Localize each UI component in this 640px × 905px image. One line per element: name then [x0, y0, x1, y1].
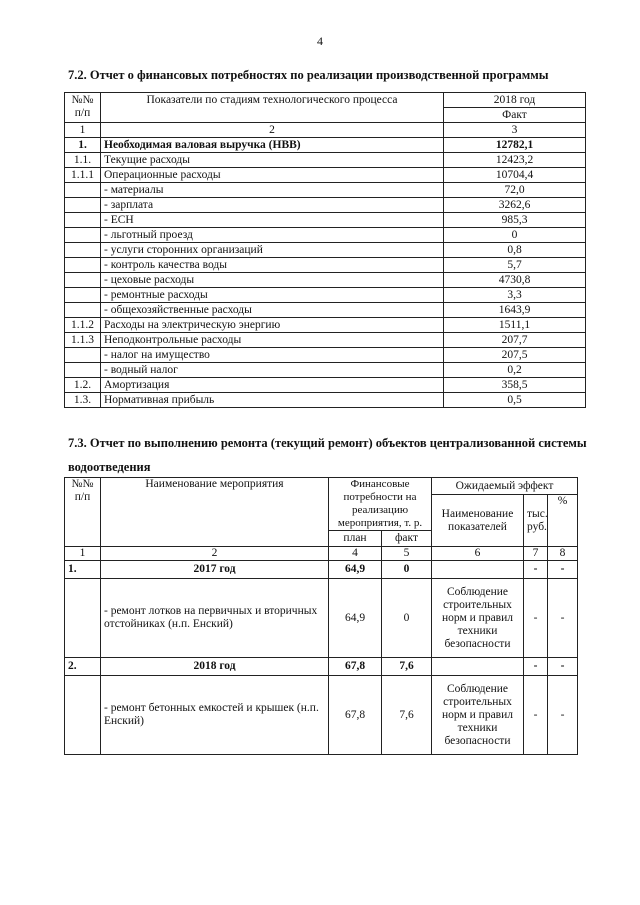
row-thousand: -: [524, 579, 548, 658]
row-value: 1643,9: [444, 303, 586, 318]
table-row: [65, 288, 586, 303]
table-row: [65, 303, 586, 318]
repair-report-table: [64, 477, 578, 755]
row-fact: 7,6: [382, 676, 432, 755]
row-number: 1.1.1: [65, 168, 101, 183]
row-indicator: - материалы: [101, 183, 444, 198]
row-value: 358,5: [444, 378, 586, 393]
row-number: [65, 348, 101, 363]
row-indicator: - зарплата: [101, 198, 444, 213]
row-value: 12782,1: [444, 138, 586, 153]
table-row: [65, 378, 586, 393]
row-number: [65, 303, 101, 318]
row-number: [65, 288, 101, 303]
row-fact: 0: [382, 579, 432, 658]
row-effect-empty: [432, 561, 524, 579]
row-number: 1.1.2: [65, 318, 101, 333]
row-indicator: - цеховые расходы: [101, 273, 444, 288]
table-row: [65, 393, 586, 408]
row-number: [65, 579, 101, 658]
row-number: 1.1.: [65, 153, 101, 168]
row-effect: Соблюдение строительных норм и правил техники безопасности: [432, 676, 524, 755]
row-value: 10704,4: [444, 168, 586, 183]
row-event-name: - ремонт лотков на первичных и вторичных отстойниках (н.п. Енский): [101, 579, 329, 658]
header-year: 2018 год: [444, 93, 586, 108]
row-indicator: - налог на имущество: [101, 348, 444, 363]
row-number: [65, 258, 101, 273]
row-thousand: -: [524, 561, 548, 579]
row-plan: 64,9: [329, 579, 382, 658]
row-percent: -: [548, 579, 578, 658]
table-row: [65, 243, 586, 258]
col-index: 8: [548, 547, 578, 561]
table-row: [65, 198, 586, 213]
row-value: 1511,1: [444, 318, 586, 333]
col-index: 2: [101, 123, 444, 138]
row-effect: Соблюдение строительных норм и правил техники безопасности: [432, 579, 524, 658]
table-row: [65, 213, 586, 228]
row-value: 0,8: [444, 243, 586, 258]
row-number: [65, 228, 101, 243]
financial-needs-table: [64, 92, 586, 408]
row-number: [65, 363, 101, 378]
row-value: 207,7: [444, 333, 586, 348]
row-thousand: -: [524, 676, 548, 755]
row-plan: 67,8: [329, 676, 382, 755]
row-value: 0: [444, 228, 586, 243]
row-fact: 7,6: [382, 658, 432, 676]
row-indicator: Необходимая валовая выручка (НВВ): [101, 138, 444, 153]
table-row: [65, 183, 586, 198]
row-event-name: - ремонт бетонных емкостей и крышек (н.п. Енский): [101, 676, 329, 755]
row-number: 1.1.3: [65, 333, 101, 348]
header-indicator-name: Наименование показателей: [432, 495, 524, 547]
row-year: 2018 год: [101, 658, 329, 676]
col-index: 5: [382, 547, 432, 561]
row-indicator: - услуги сторонних организаций: [101, 243, 444, 258]
table-row: [65, 348, 586, 363]
table-row: [65, 273, 586, 288]
row-number: [65, 213, 101, 228]
row-value: 0,2: [444, 363, 586, 378]
header-percent: %: [548, 495, 578, 547]
table-row: [65, 168, 586, 183]
header-num: №№ п/п: [65, 93, 101, 123]
col-index: 2: [101, 547, 329, 561]
row-thousand: -: [524, 658, 548, 676]
header-fact: Факт: [444, 108, 586, 123]
header-indicator: Показатели по стадиям технологического процесса: [101, 93, 444, 123]
row-number: [65, 676, 101, 755]
row-number: 2.: [65, 658, 101, 676]
table-row: [65, 318, 586, 333]
row-value: 12423,2: [444, 153, 586, 168]
row-indicator: Неподконтрольные расходы: [101, 333, 444, 348]
row-indicator: Расходы на электрическую энергию: [101, 318, 444, 333]
row-indicator: - ремонтные расходы: [101, 288, 444, 303]
table-row: [65, 333, 586, 348]
table-row: [65, 561, 578, 579]
col-index: 4: [329, 547, 382, 561]
header-thousand-rub: тыс. руб.: [524, 495, 548, 547]
header-event-name: Наименование мероприятия: [101, 478, 329, 547]
row-percent: -: [548, 658, 578, 676]
row-value: 3262,6: [444, 198, 586, 213]
row-indicator: - льготный проезд: [101, 228, 444, 243]
row-number: 1.: [65, 561, 101, 579]
table-row: [65, 138, 586, 153]
row-number: [65, 243, 101, 258]
row-plan: 67,8: [329, 658, 382, 676]
row-indicator: Амортизация: [101, 378, 444, 393]
table-row: [65, 658, 578, 676]
header-fact: факт: [382, 531, 432, 547]
row-indicator: Операционные расходы: [101, 168, 444, 183]
header-num: №№ п/п: [65, 478, 101, 547]
row-number: [65, 198, 101, 213]
row-value: 4730,8: [444, 273, 586, 288]
row-number: 1.: [65, 138, 101, 153]
section-title-financial-needs: 7.2. Отчет о финансовых потребностях по реализации производственной программы: [68, 68, 549, 82]
header-financial-needs: Финансовые потребности на реализацию мероприятия, т. р.: [329, 478, 432, 531]
table-row: [65, 676, 578, 755]
row-value: 985,3: [444, 213, 586, 228]
row-indicator: - контроль качества воды: [101, 258, 444, 273]
row-number: 1.2.: [65, 378, 101, 393]
row-indicator: - общехозяйственные расходы: [101, 303, 444, 318]
row-value: 3,3: [444, 288, 586, 303]
header-plan: план: [329, 531, 382, 547]
row-value: 0,5: [444, 393, 586, 408]
row-effect-empty: [432, 658, 524, 676]
row-number: [65, 273, 101, 288]
row-year: 2017 год: [101, 561, 329, 579]
table-row: [65, 258, 586, 273]
row-value: 5,7: [444, 258, 586, 273]
page-number: 4: [317, 34, 323, 48]
col-index: 1: [65, 123, 101, 138]
col-index: 3: [444, 123, 586, 138]
row-indicator: Нормативная прибыль: [101, 393, 444, 408]
col-index: 1: [65, 547, 101, 561]
table-row: [65, 579, 578, 658]
table-row: [65, 153, 586, 168]
row-indicator: - водный налог: [101, 363, 444, 378]
row-value: 207,5: [444, 348, 586, 363]
row-value: 72,0: [444, 183, 586, 198]
table-row: [65, 363, 586, 378]
row-number: 1.3.: [65, 393, 101, 408]
col-index: 6: [432, 547, 524, 561]
section-title-repair-report: 7.3. Отчет по выполнению ремонта (текущий ремонт) объектов централизованной системы водоотведения: [68, 436, 587, 474]
row-number: [65, 183, 101, 198]
table-row: [65, 228, 586, 243]
row-percent: -: [548, 561, 578, 579]
row-indicator: - ЕСН: [101, 213, 444, 228]
row-indicator: Текущие расходы: [101, 153, 444, 168]
header-expected-effect: Ожидаемый эффект: [432, 478, 578, 495]
row-percent: -: [548, 676, 578, 755]
col-index: 7: [524, 547, 548, 561]
row-plan: 64,9: [329, 561, 382, 579]
row-fact: 0: [382, 561, 432, 579]
